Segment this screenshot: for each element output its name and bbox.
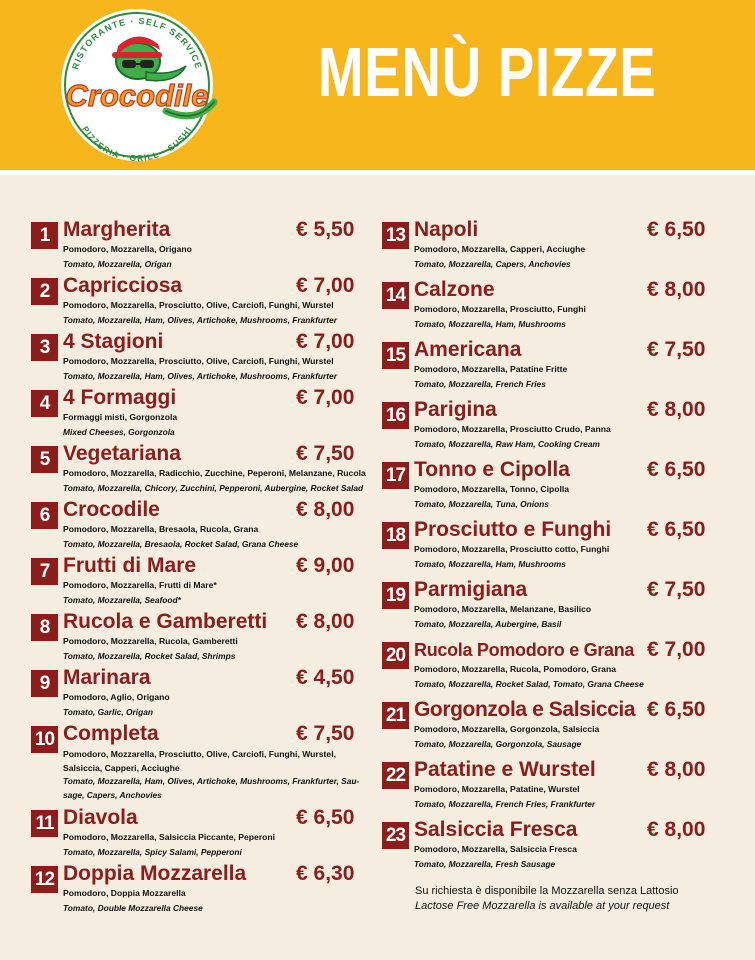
item-price: € 7,50 [296,722,355,745]
item-number: 21 [382,702,409,729]
item-ingredients-en: Tomato, Mozzarella, Rocket Salad, Shrimps [63,651,236,661]
item-number: 18 [382,522,409,549]
item-ingredients-en: Tomato, Mozzarella, Rocket Salad, Tomato, Grana Cheese [414,679,644,689]
item-name: Crocodile [63,498,160,521]
item-number: 14 [382,282,409,309]
menu-item [382,337,722,397]
item-name: Capricciosa [63,274,183,297]
item-number: 2 [31,278,58,305]
item-price: € 4,50 [296,666,355,689]
menu-item [31,553,371,613]
item-ingredients-it: Pomodoro, Doppia Mozzarella [63,888,186,898]
lactose-note-italian: Su richiesta è disponibile la Mozzarella senza Lattosio [415,885,679,897]
menu-item [31,273,371,333]
item-number: 23 [382,822,409,849]
item-name: Calzone [414,278,495,301]
item-name: Napoli [414,218,479,241]
item-number: 10 [31,726,58,753]
item-price: € 6,30 [296,862,355,885]
item-ingredients-en: Tomato, Mozzarella, Bresaola, Rocket Salad, Grana Cheese [63,539,299,549]
item-name: Prosciutto e Funghi [414,518,612,541]
item-name: Tonno e Cipolla [414,458,570,481]
item-ingredients-it: Pomodoro, Mozzarella, Prosciutto, Olive, Carciofi, Funghi, Wurstel [63,300,334,310]
item-ingredients-it: Pomodoro, Mozzarella, Bresaola, Rucola, Grana [63,524,259,534]
item-ingredients-it: Pomodoro, Mozzarella, Prosciutto Crudo, Panna [414,424,611,434]
item-ingredients-it: Pomodoro, Aglio, Origano [63,692,170,702]
menu-item [382,817,722,877]
item-ingredients-en: Tomato, Mozzarella, Gorgonzola, Sausage [414,739,582,749]
item-name: Parigina [414,398,497,421]
item-price: € 7,50 [647,578,706,601]
item-ingredients-en: Tomato, Mozzarella, Ham, Olives, Artichoke, Mushrooms, Frankfurter [63,315,337,325]
item-name: Doppia Mozzarella [63,862,247,885]
item-ingredients-en: Tomato, Garlic, Origan [63,707,153,717]
logo-bottom-ring: PIZZERIA · GRILL · SUSHI [80,124,194,164]
item-ingredients-en: Tomato, Mozzarella, Ham, Mushrooms [414,559,566,569]
item-price: € 7,00 [296,386,355,409]
menu-item [31,861,371,921]
item-price: € 9,00 [296,554,355,577]
item-ingredients-it: Pomodoro, Mozzarella, Patatine, Wurstel [414,784,580,794]
crocodile-logo [46,6,228,164]
item-number: 1 [31,222,58,249]
item-price: € 7,00 [296,274,355,297]
menu-item [382,457,722,517]
item-ingredients-en: Tomato, Mozzarella, Raw Ham, Cooking Cream [414,439,600,449]
item-name: Americana [414,338,522,361]
item-ingredients-it: Pomodoro, Mozzarella, Rucola, Pomodoro, Grana [414,664,616,674]
menu-item [382,517,722,577]
item-ingredients-en: Tomato, Mozzarella, Tuna, Onions [414,499,549,509]
menu-item [31,721,371,800]
item-price: € 6,50 [647,218,706,241]
item-ingredients-it: Formaggi misti, Gorgonzola [63,412,178,422]
item-price: € 6,50 [296,806,355,829]
item-name: Rucola Pomodoro e Grana [414,640,635,660]
item-price: € 8,00 [647,398,706,421]
menu-item [382,697,722,757]
item-ingredients-en: Tomato, Mozzarella, French Fries, Frankfurter [414,799,596,809]
item-name: Gorgonzola e Salsiccia [414,698,636,721]
item-price: € 8,00 [647,758,706,781]
menu-item [382,757,722,817]
item-number: 9 [31,670,58,697]
logo-top-ring: RISTORANTE · SELF SERVICE [70,15,204,71]
menu-item [382,217,722,277]
item-number: 11 [31,810,58,837]
item-number: 17 [382,462,409,489]
item-ingredients-en: Tomato, Mozzarella, French Fries [414,379,546,389]
item-price: € 6,50 [647,458,706,481]
item-number: 19 [382,582,409,609]
item-price: € 6,50 [647,518,706,541]
item-name: Marinara [63,666,151,689]
item-ingredients-it: Pomodoro, Mozzarella, Salsiccia Piccante, Peperoni [63,832,276,842]
item-ingredients-en: Tomato, Mozzarella, Ham, Mushrooms [414,319,566,329]
item-name: Completa [63,722,159,745]
item-number: 8 [31,614,58,641]
item-ingredients-en: Tomato, Double Mozzarella Cheese [63,903,203,913]
menu-item [31,665,371,725]
header-divider [0,170,755,175]
item-number: 15 [382,342,409,369]
item-name: Diavola [63,806,138,829]
item-price: € 7,50 [296,442,355,465]
item-ingredients-it: Pomodoro, Mozzarella, Prosciutto, Olive, Carciofi, Funghi, Wurstel [63,356,334,366]
item-price: € 8,00 [647,278,706,301]
item-ingredients-en: Tomato, Mozzarella, Spicy Salami, Pepperoni [63,847,242,857]
item-ingredients-it: Pomodoro, Mozzarella, Gorgonzola, Salsiccia [414,724,600,734]
item-ingredients-it: Pomodoro, Mozzarella, Prosciutto, Olive, Carciofi, Funghi, Wurstel, Salsiccia, Capperi, Acciughe [63,749,336,773]
item-ingredients-en: Tomato, Mozzarella, Ham, Olives, Artichoke, Mushrooms, Frankfurter, Sau-sage, Capers, Anchovies [63,776,360,800]
item-price: € 6,50 [647,698,706,721]
header-banner [0,0,755,170]
logo-brand: Crocodile [65,78,209,113]
item-number: 12 [31,866,58,893]
item-name: Rucola e Gamberetti [63,610,268,633]
item-ingredients-it: Pomodoro, Mozzarella, Origano [63,244,192,254]
item-ingredients-it: Pomodoro, Mozzarella, Patatine Fritte [414,364,568,374]
lactose-note-english: Lactose Free Mozzarella is available at your request [415,900,670,912]
item-ingredients-en: Tomato, Mozzarella, Aubergine, Basil [414,619,562,629]
item-number: 6 [31,502,58,529]
item-name: Frutti di Mare [63,554,197,577]
item-name: Margherita [63,218,171,241]
item-number: 22 [382,762,409,789]
item-price: € 7,00 [647,638,706,661]
item-name: Salsiccia Fresca [414,818,578,841]
menu-item [382,577,722,637]
item-ingredients-it: Pomodoro, Mozzarella, Tonno, Cipolla [414,484,570,494]
menu-item [382,277,722,337]
item-price: € 7,00 [296,330,355,353]
item-number: 7 [31,558,58,585]
menu-item [31,609,371,669]
item-ingredients-en: Tomato, Mozzarella, Fresh Sausage [414,859,556,869]
item-ingredients-it: Pomodoro, Mozzarella, Radicchio, Zucchine, Peperoni, Melanzane, Rucola [63,468,366,478]
menu-item [31,441,371,501]
item-number: 4 [31,390,58,417]
item-number: 3 [31,334,58,361]
item-ingredients-it: Pomodoro, Mozzarella, Salsiccia Fresca [414,844,577,854]
item-ingredients-en: Tomato, Mozzarella, Seafood* [63,595,181,605]
item-price: € 8,00 [296,610,355,633]
item-number: 13 [382,222,409,249]
menu-item [382,397,722,457]
item-ingredients-en: Tomato, Mozzarella, Ham, Olives, Artichoke, Mushrooms, Frankfurter [63,371,337,381]
item-ingredients-it: Pomodoro, Mozzarella, Rucola, Gamberetti [63,636,238,646]
menu-item [382,637,722,697]
lactose-note [415,884,679,914]
menu-item [31,805,371,865]
item-price: € 8,00 [296,498,355,521]
item-ingredients-it: Pomodoro, Mozzarella, Frutti di Mare* [63,580,217,590]
item-ingredients-en: Tomato, Mozzarella, Chicory, Zucchini, Pepperoni, Aubergine, Rocket Salad [63,483,364,493]
item-price: € 8,00 [647,818,706,841]
item-ingredients-it: Pomodoro, Mozzarella, Melanzane, Basilico [414,604,592,614]
item-price: € 7,50 [647,338,706,361]
item-ingredients-it: Pomodoro, Mozzarella, Prosciutto cotto, Funghi [414,544,610,554]
item-ingredients-en: Tomato, Mozzarella, Origan [63,259,172,269]
item-price: € 5,50 [296,218,355,241]
item-ingredients-it: Pomodoro, Mozzarella, Prosciutto, Funghi [414,304,586,314]
menu-item [31,385,371,445]
item-name: 4 Formaggi [63,386,177,409]
menu-item [31,329,371,389]
item-number: 5 [31,446,58,473]
item-number: 16 [382,402,409,429]
item-name: 4 Stagioni [63,330,164,353]
page-title: MENÙ PIZZE [318,33,657,111]
item-name: Parmigiana [414,578,528,601]
item-ingredients-en: Mixed Cheeses, Gorgonzola [63,427,175,437]
item-name: Patatine e Wurstel [414,758,596,781]
item-number: 20 [382,642,409,669]
item-ingredients-en: Tomato, Mozzarella, Capers, Anchovies [414,259,571,269]
menu-item [31,497,371,557]
item-name: Vegetariana [63,442,181,465]
item-ingredients-it: Pomodoro, Mozzarella, Capperi, Acciughe [414,244,586,254]
menu-item [31,217,371,277]
